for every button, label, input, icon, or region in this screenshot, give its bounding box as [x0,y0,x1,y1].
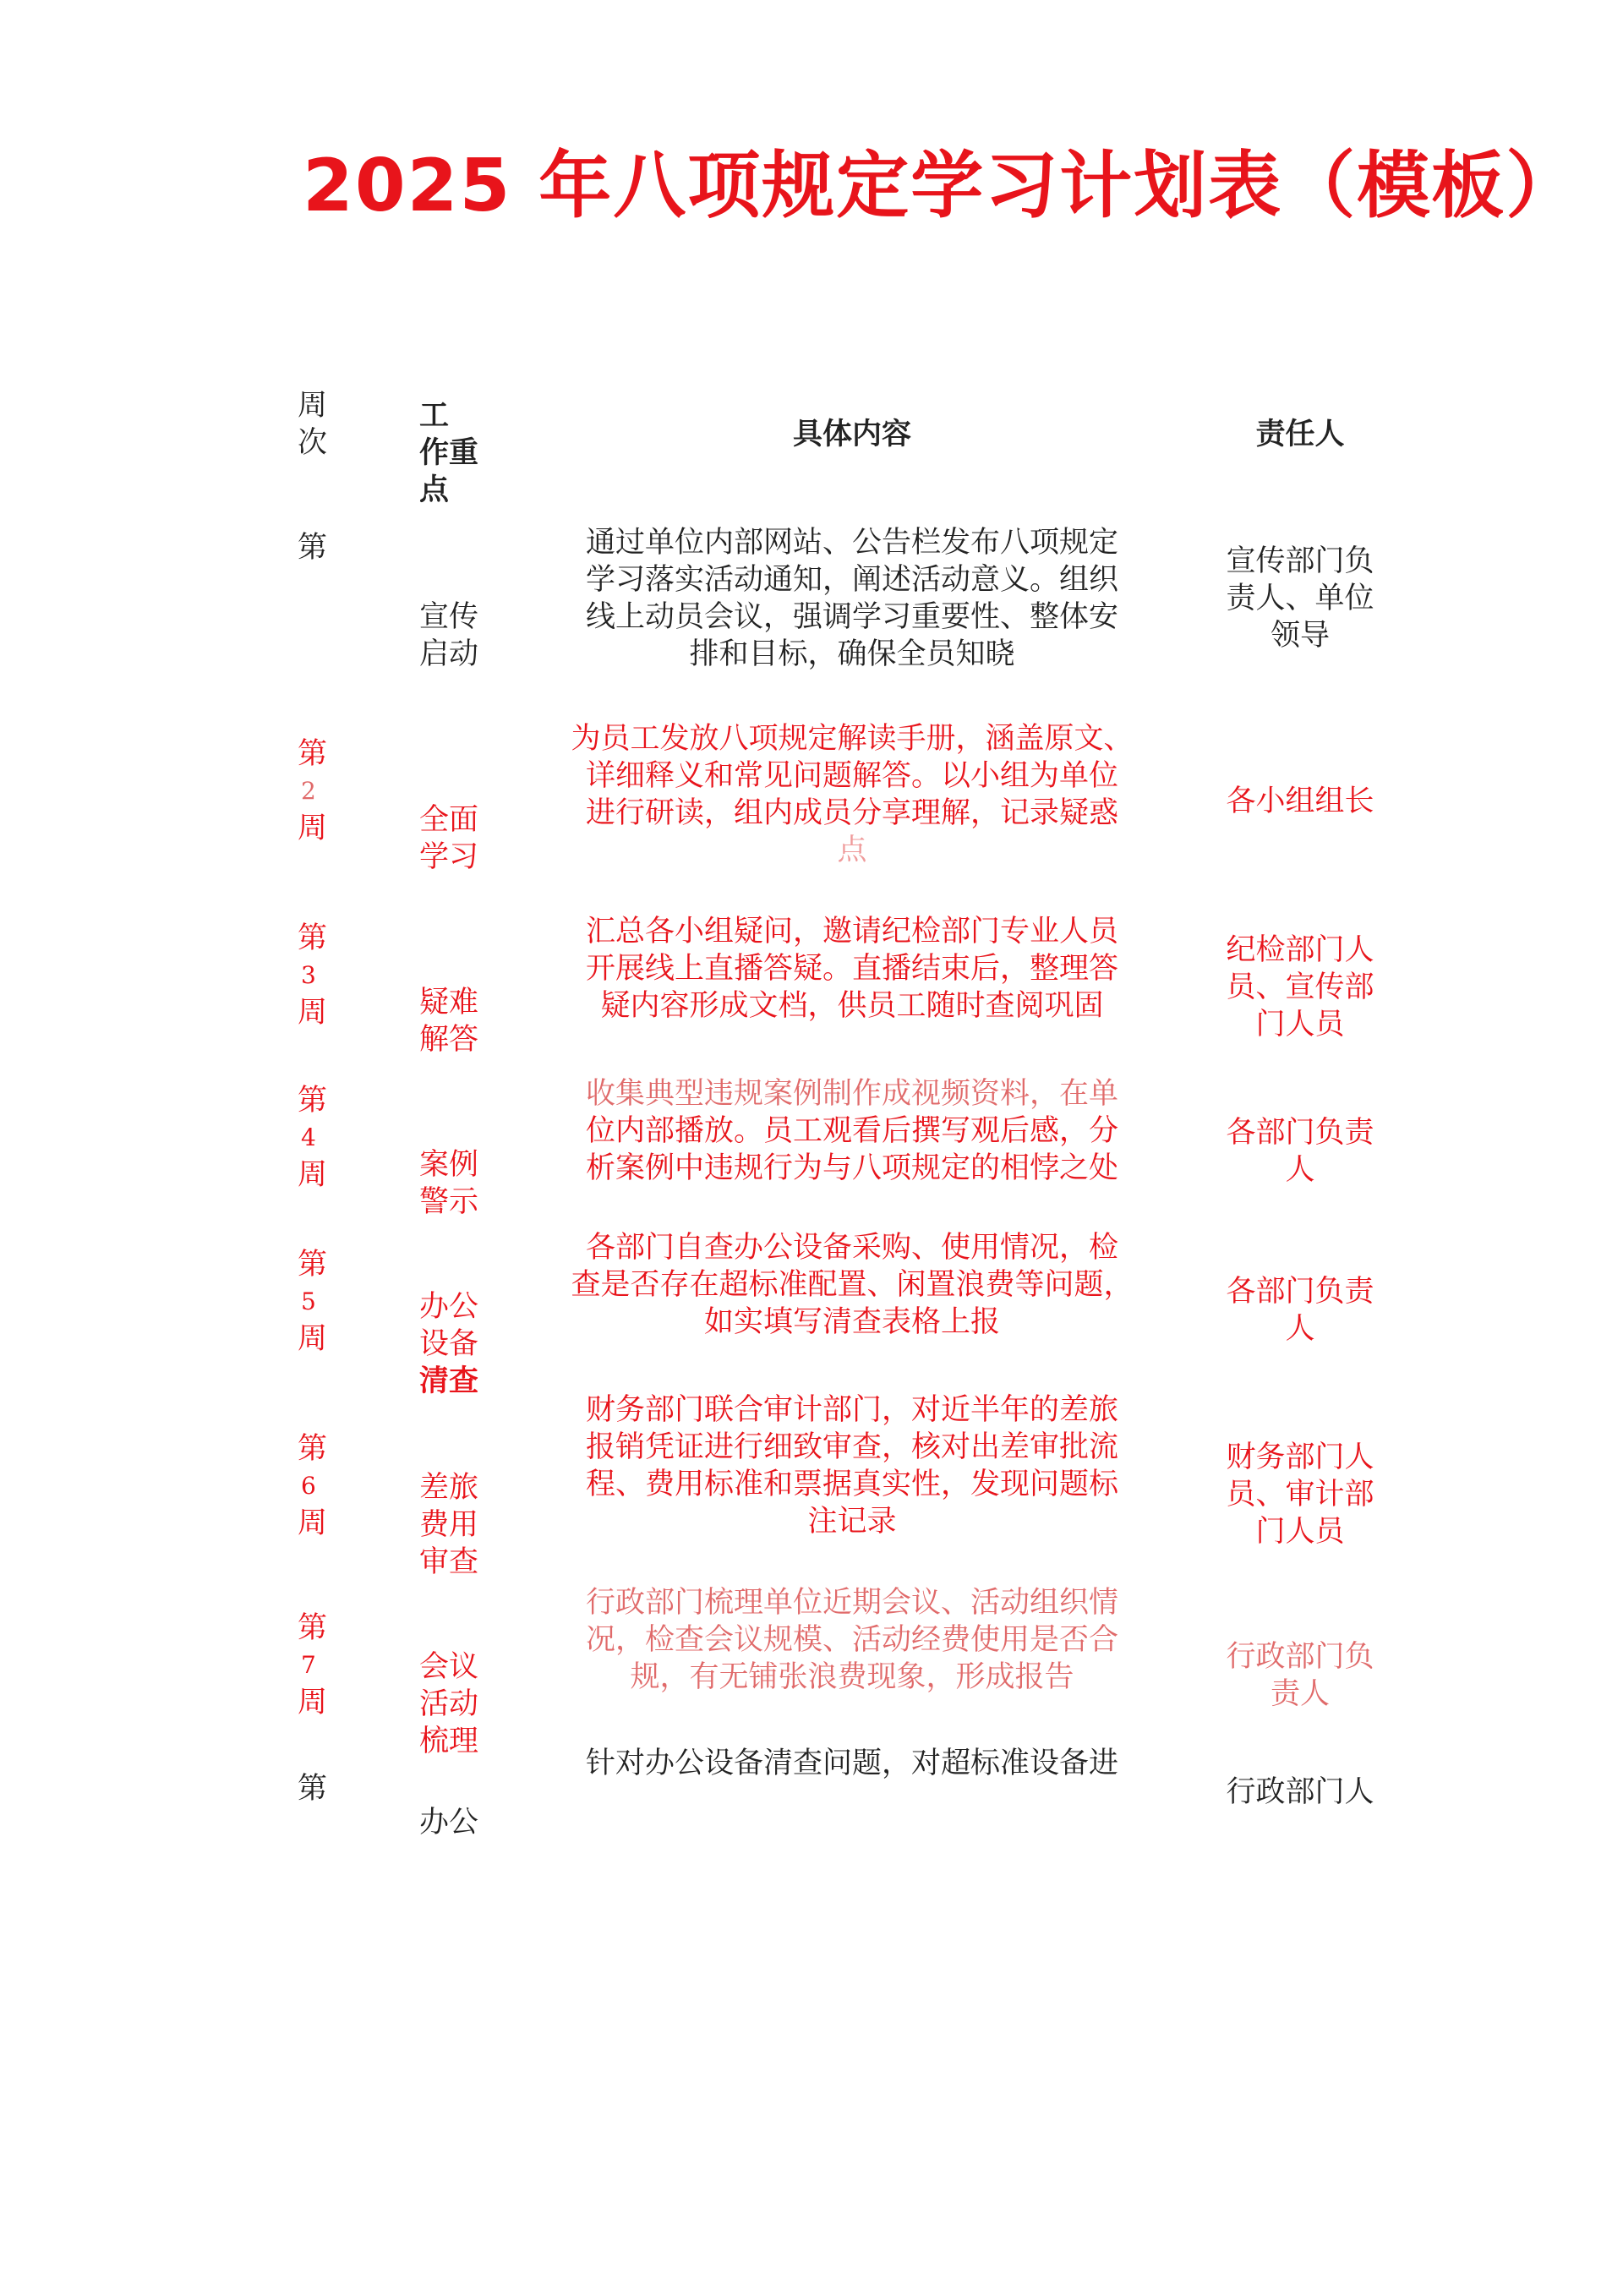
content-line: 点 [837,834,867,867]
row-2-focus [419,801,495,876]
row-4-week [298,1082,348,1194]
week-label: 周 [298,812,328,845]
week-label: 第 [298,1611,328,1645]
week-label: 周 [298,1322,328,1356]
row-3-content [556,913,1148,1025]
owner-line: 门人员 [1255,1008,1345,1041]
week-label: 周 [298,1506,328,1540]
content-line: 行政部门梳理单位近期会议、活动组织情 [585,1586,1118,1620]
row-2-content [556,720,1148,869]
owner-line: 人 [1285,1312,1315,1346]
header-content: 具体内容 [792,418,911,451]
content-line: 进行研读，组内成员分享理解，记录疑惑 [585,796,1118,830]
owner-line: 宣传部门负 [1226,544,1374,578]
owner-line: 各小组组长 [1226,784,1374,818]
week-number: 7 [301,1651,316,1679]
week-label: 周 [298,1158,328,1192]
row-1-focus [419,599,495,673]
content-line: 财务部门联合审计部门，对近半年的差旅 [585,1393,1118,1427]
row-2-week [298,735,348,847]
focus-line: 审查 [419,1545,479,1579]
header-week [298,387,348,462]
content-line: 学习落实活动通知，阐述活动意义。组织 [585,563,1118,597]
owner-line: 纪检部门人 [1226,933,1374,967]
page-title: 2025 年八项规定学习计划表（模板） [303,144,1581,228]
row-7-owner [1207,1638,1393,1713]
owner-line: 责人 [1270,1677,1330,1711]
week-label: 第 [298,531,328,565]
row-6-focus [419,1469,495,1581]
content-line: 报销凭证进行细致审查，核对出差审批流 [585,1430,1118,1464]
focus-line: 清查 [419,1364,479,1398]
content-line: 查是否存在超标准配置、闲置浪费等问题， [571,1268,1134,1302]
row-3-focus [419,984,495,1058]
header-focus-line: 作重 [419,436,479,470]
content-line: 疑内容形成文档，供员工随时查阅巩固 [600,989,1104,1023]
content-line: 针对办公设备清查问题，对超标准设备进 [585,1747,1118,1780]
focus-line: 设备 [419,1327,479,1361]
content-line: 况，检查会议规模、活动经费使用是否合 [585,1623,1118,1657]
content-line: 注记录 [807,1505,897,1539]
week-number: 6 [301,1472,316,1500]
content-line: 排和目标，确保全员知晓 [689,637,1015,671]
content-line: 收集典型违规案例制作成视频资料，在单 [585,1077,1118,1111]
row-3-week [298,920,348,1031]
week-label: 第 [298,737,328,771]
owner-line: 各部门负责 [1226,1116,1374,1150]
owner-line: 门人员 [1255,1515,1345,1549]
week-number: 2 [301,777,316,805]
content-line: 汇总各小组疑问，邀请纪检部门专业人员 [585,915,1118,948]
focus-line: 办公 [419,1290,479,1324]
row-5-focus [419,1288,495,1400]
focus-line: 学习 [419,840,479,874]
owner-line: 人 [1285,1153,1315,1187]
owner-line: 员、审计部 [1226,1478,1374,1512]
week-label: 第 [298,1432,328,1466]
focus-line: 启动 [419,637,479,671]
row-7-focus [419,1648,495,1760]
focus-line: 费用 [419,1508,479,1542]
row-7-content [556,1584,1148,1696]
focus-line: 活动 [419,1687,479,1721]
owner-line: 员、宣传部 [1226,970,1374,1004]
content-line: 各部门自查办公设备采购、使用情况，检 [585,1231,1118,1265]
owner-line: 行政部门人 [1226,1775,1374,1809]
header-week-line: 周 [298,389,328,423]
row-6-owner [1207,1439,1393,1550]
row-8-focus [419,1804,495,1841]
focus-line: 差旅 [419,1471,479,1505]
content-line: 为员工发放八项规定解读手册，涵盖原文、 [571,722,1134,756]
row-5-content [556,1229,1148,1341]
row-1-week [298,529,348,566]
week-label: 周 [298,1686,328,1719]
content-line: 通过单位内部网站、公告栏发布八项规定 [585,526,1118,560]
week-label: 第 [298,1248,328,1282]
row-5-owner [1207,1273,1393,1348]
header-focus-line: 点 [419,473,450,507]
row-1-owner [1207,543,1393,654]
focus-line: 全面 [419,803,479,837]
row-8-owner [1207,1774,1393,1811]
row-1-content [556,524,1148,673]
week-label: 第 [298,1772,328,1806]
row-8-week [298,1770,348,1807]
content-line: 线上动员会议，强调学习重要性、整体安 [585,600,1118,634]
owner-line: 领导 [1270,619,1330,653]
focus-line: 会议 [419,1650,479,1684]
week-number: 3 [301,961,316,989]
header-week-line: 次 [298,426,328,460]
content-line: 规，有无铺张浪费现象，形成报告 [630,1660,1074,1694]
owner-line: 责人、单位 [1226,582,1374,615]
row-4-owner [1207,1114,1393,1189]
content-line: 开展线上直播答疑。直播结束后，整理答 [585,952,1118,986]
row-2-owner [1207,783,1393,820]
header-focus [419,397,495,509]
row-6-week [298,1430,348,1542]
focus-line: 梳理 [419,1725,479,1758]
header-owner: 责任人 [1255,418,1345,451]
row-4-content [556,1075,1148,1187]
row-7-week [298,1610,348,1721]
focus-line: 解答 [419,1023,479,1057]
week-number: 5 [301,1287,316,1315]
week-label: 第 [298,921,328,955]
content-line: 程、费用标准和票据真实性，发现问题标 [585,1468,1118,1501]
focus-line: 警示 [419,1185,479,1219]
focus-line: 宣传 [419,600,479,634]
owner-line: 各部门负责 [1226,1275,1374,1309]
row-6-content [556,1391,1148,1540]
focus-line: 案例 [419,1148,479,1182]
header-focus-line: 工 [419,399,450,433]
content-line: 析案例中违规行为与八项规定的相悖之处 [585,1151,1118,1185]
row-3-owner [1207,932,1393,1043]
owner-line: 财务部门人 [1226,1440,1374,1474]
owner-line: 行政部门负 [1226,1640,1374,1674]
week-number: 4 [301,1123,316,1151]
content-line: 如实填写清查表格上报 [703,1305,1000,1339]
row-4-focus [419,1146,495,1221]
row-8-content [556,1745,1148,1782]
focus-line: 办公 [419,1806,479,1840]
week-label: 周 [298,996,328,1030]
content-line: 详细释义和常见问题解答。以小组为单位 [585,759,1118,793]
row-5-week [298,1246,348,1358]
content-line: 位内部播放。员工观看后撰写观后感，分 [585,1114,1118,1148]
focus-line: 疑难 [419,986,479,1020]
week-label: 第 [298,1084,328,1118]
